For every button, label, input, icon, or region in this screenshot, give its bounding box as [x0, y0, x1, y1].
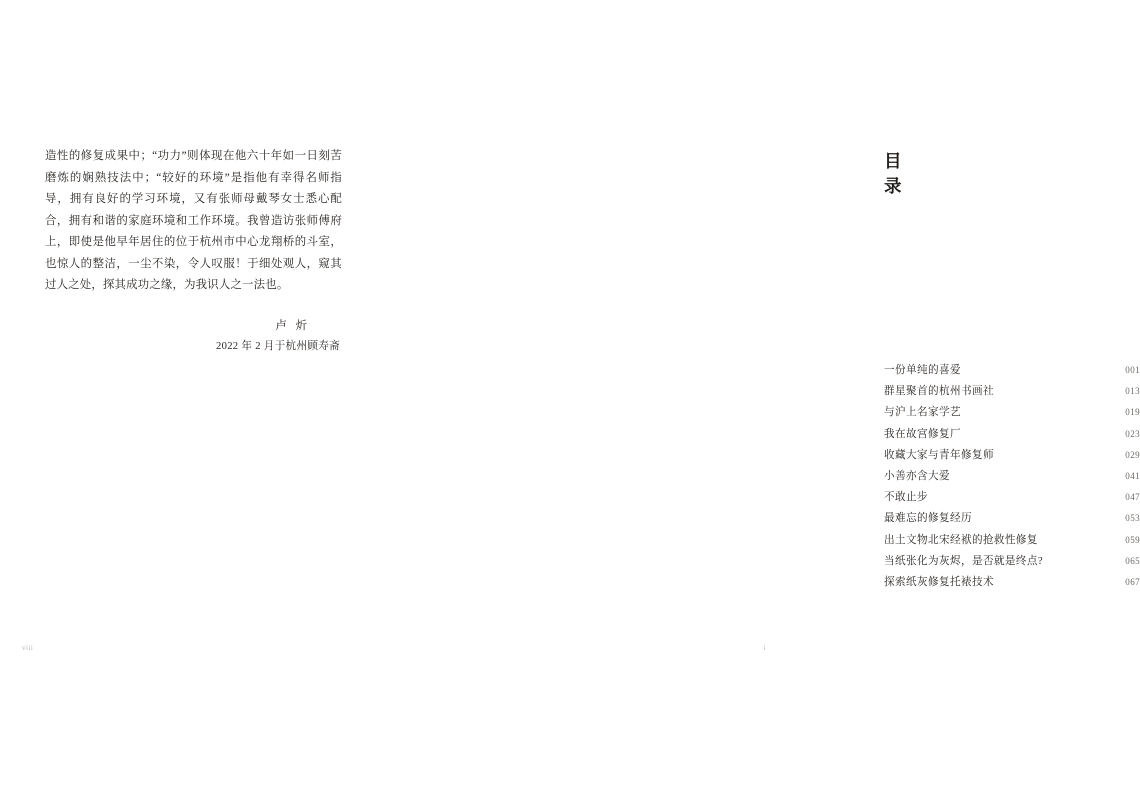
signature-block — [45, 316, 342, 358]
toc-entry-label: 与沪上名家学艺 — [884, 407, 961, 419]
list-item[interactable] — [884, 383, 1140, 404]
toc-entry-label: 一份单纯的喜爱 — [884, 365, 961, 376]
left-page-folio: viii — [22, 644, 34, 652]
toc-entry-page: 023 — [1125, 428, 1140, 439]
body-text-block — [45, 146, 342, 297]
toc-entry-page: 053 — [1125, 513, 1140, 524]
toc-entry-label: 我在故宫修复厂 — [884, 428, 961, 440]
toc-entry-label: 出土文物北宋经袱的抢救性修复 — [884, 534, 1038, 546]
list-item[interactable] — [884, 489, 1140, 510]
right-page-folio: i — [763, 644, 766, 652]
toc-entry-label: 收藏大家与青年修复师 — [884, 449, 994, 461]
page-title: 目 录 — [884, 151, 907, 196]
toc-entry-page: 059 — [1125, 534, 1140, 545]
list-item[interactable] — [884, 362, 1140, 383]
list-item[interactable] — [884, 510, 1140, 531]
toc-entry-page: 041 — [1125, 470, 1140, 481]
toc-entry-label: 群星聚首的杭州书画社 — [884, 386, 994, 398]
toc-entry-page: 001 — [1125, 365, 1140, 375]
toc-entry-label: 小善亦含大爱 — [884, 470, 950, 482]
signature-date: 2022 年 2 月于杭州顾寿斋 — [216, 341, 340, 352]
list-item[interactable] — [884, 574, 1140, 595]
right-page — [395, 0, 1140, 790]
list-item[interactable] — [884, 532, 1140, 553]
list-item[interactable] — [884, 426, 1140, 447]
toc-entry-label: 探索纸灰修复托裱技术 — [884, 576, 994, 588]
table-of-contents — [884, 362, 1140, 595]
list-item[interactable] — [884, 468, 1140, 489]
toc-entry-page: 019 — [1125, 407, 1140, 418]
body-paragraph: 造性的修复成果中；“功力”则体现在他六十年如一日刻苦磨炼的娴熟技法中；“较好的环境”是指他有幸得名师指导，拥有良好的学习环境，又有张师母戴琴女士悉心配合，拥有和谐的家庭环境和工作环境。我曾造访张师傅府上，即使是他早年居住的位于杭州市中心龙翔桥的斗室，也惊人的整洁，一尘不染，令人叹服！于细处观人，窥其过人之处，探其成功之缘，为我识人之一法也。 — [45, 150, 342, 291]
toc-entry-page: 047 — [1125, 492, 1140, 503]
signature-name: 卢 炘 — [275, 320, 310, 332]
toc-entry-page: 029 — [1125, 449, 1140, 460]
list-item[interactable] — [884, 553, 1140, 574]
list-item[interactable] — [884, 447, 1140, 468]
toc-entry-label: 最难忘的修复经历 — [884, 513, 972, 525]
left-page — [0, 0, 395, 790]
toc-entry-page: 013 — [1125, 386, 1140, 397]
toc-entry-label: 不敢止步 — [884, 492, 928, 504]
toc-entry-page: 065 — [1125, 555, 1140, 566]
toc-entry-label: 当纸张化为灰烬，是否就是终点? — [884, 555, 1044, 567]
list-item[interactable] — [884, 404, 1140, 425]
toc-entry-page: 067 — [1125, 576, 1140, 587]
